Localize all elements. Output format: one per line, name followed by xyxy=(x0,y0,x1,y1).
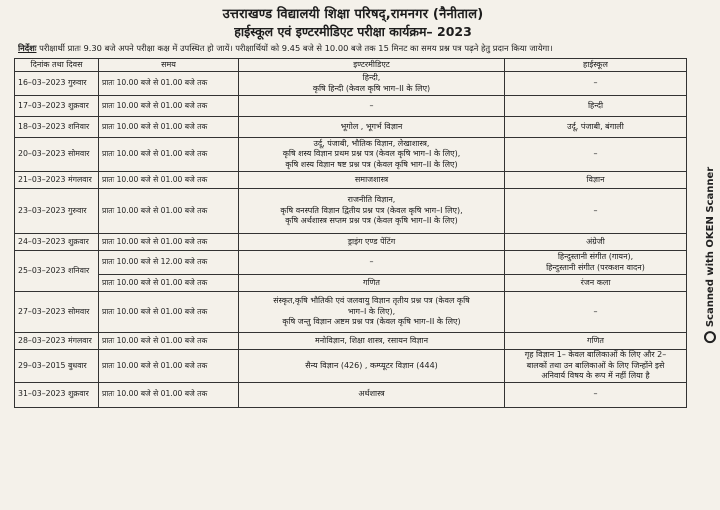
table-row xyxy=(15,234,687,251)
exam-date-day: 25–03–2023 शनिवार xyxy=(15,251,99,292)
highschool-subjects: विज्ञान xyxy=(505,172,687,189)
highschool-subjects: – xyxy=(505,138,687,172)
exam-time: प्रातः 10.00 बजे से 01.00 बजे तक xyxy=(99,350,239,383)
exam-time: प्रातः 10.00 बजे से 01.00 बजे तक xyxy=(99,292,239,333)
exam-date-day: 18–03–2023 शनिवार xyxy=(15,117,99,138)
table-row xyxy=(15,350,687,383)
highschool-subjects: गृह विज्ञान 1– केवल बालिकाओं के लिए और 2– बालकों तथा उन बालिकाओं के लिए जिन्होंने इसे अनिवार्य विषय के रूप में नहीं लिया है xyxy=(505,350,687,383)
intermediate-subjects: ड्राइंग एण्ड पेंटिंग xyxy=(239,234,505,251)
exam-time: प्रातः 10.00 बजे से 01.00 बजे तक xyxy=(99,234,239,251)
instruction-text: परीक्षार्थी प्रातः 9.30 बजे अपने परीक्षा कक्ष में उपस्थित हो जायें। परीक्षार्थियों को 9.45 बजे से 10.00 बजे तक 15 मिनट का समय प्रश्न पत्र पढ़ने हेतु प्रदान किया जायेगा। xyxy=(39,43,553,53)
scanner-watermark-text: Scanned with OKEN Scanner xyxy=(705,166,716,328)
highschool-subjects: गणित xyxy=(505,333,687,350)
highschool-subjects: अंग्रेजी xyxy=(505,234,687,251)
intermediate-subjects: भूगोल , भूगर्भ विज्ञान xyxy=(239,117,505,138)
exam-date-day: 24–03–2023 शुक्रवार xyxy=(15,234,99,251)
exam-time: प्रातः 10.00 बजे से 01.00 बजे तक xyxy=(99,172,239,189)
exam-date-day: 16–03–2023 गुरुवार xyxy=(15,72,99,96)
highschool-subjects: – xyxy=(505,189,687,234)
table-header-row xyxy=(15,59,687,72)
exam-time: प्रातः 10.00 बजे से 01.00 बजे तक xyxy=(99,189,239,234)
table-row xyxy=(15,96,687,117)
highschool-subjects: – xyxy=(505,292,687,333)
exam-date-day: 20–03–2023 सोमवार xyxy=(15,138,99,172)
exam-schedule-document xyxy=(14,6,692,506)
header-intermediate: इण्टरमीडिएट xyxy=(239,59,505,72)
instruction-note xyxy=(18,42,692,54)
intermediate-subjects: हिन्दी, कृषि हिन्दी (केवल कृषि भाग–II के लिए) xyxy=(239,72,505,96)
highschool-subjects: रंजन कला xyxy=(505,275,687,292)
schedule-title: हाईस्कूल एवं इण्टरमीडिएट परीक्षा कार्यक्रम– 2023 xyxy=(234,24,472,39)
intermediate-subjects: सैन्य विज्ञान (426) , कम्प्यूटर विज्ञान (444) xyxy=(239,350,505,383)
highschool-subjects: हिन्दुस्तानी संगीत (गायन), हिन्दुस्तानी संगीत (परकशन वादन) xyxy=(505,251,687,275)
schedule-table xyxy=(14,58,687,408)
exam-date-day: 28–03–2023 मंगलवार xyxy=(15,333,99,350)
exam-time: प्रातः 10.00 बजे से 01.00 बजे तक xyxy=(99,138,239,172)
table-row xyxy=(15,172,687,189)
table-row xyxy=(15,382,687,407)
exam-date-day: 17–03–2023 शुक्रवार xyxy=(15,96,99,117)
scanner-watermark xyxy=(702,20,718,490)
intermediate-subjects: अर्थशास्त्र xyxy=(239,382,505,407)
scanner-logo-icon xyxy=(704,331,716,343)
exam-time: प्रातः 10.00 बजे से 01.00 बजे तक xyxy=(99,117,239,138)
intermediate-subjects: संस्कृत,कृषि भौतिकी एवं जलवायु विज्ञान तृतीय प्रश्न पत्र (केवल कृषि भाग–I के लिए), कृषि जन्तु विज्ञान अष्टम प्रश्न पत्र (केवल कृषि भाग–II के लिए) xyxy=(239,292,505,333)
table-row xyxy=(15,333,687,350)
board-title: उत्तराखण्ड विद्यालयी शिक्षा परिषद्,रामनगर (नैनीताल) xyxy=(222,7,484,22)
exam-date-day: 27–03–2023 सोमवार xyxy=(15,292,99,333)
intermediate-subjects: – xyxy=(239,96,505,117)
header-date: दिनांक तथा दिवस xyxy=(15,59,99,72)
table-row xyxy=(15,117,687,138)
exam-date-day: 23–03–2023 गुरुवार xyxy=(15,189,99,234)
highschool-subjects: – xyxy=(505,72,687,96)
intermediate-subjects: समाजशास्त्र xyxy=(239,172,505,189)
exam-time: प्रातः 10.00 बजे से 01.00 बजे तक xyxy=(99,333,239,350)
exam-date-day: 31–03–2023 शुक्रवार xyxy=(15,382,99,407)
highschool-subjects: हिन्दी xyxy=(505,96,687,117)
exam-time: प्रातः 10.00 बजे से 01.00 बजे तक xyxy=(99,275,239,292)
intermediate-subjects: गणित xyxy=(239,275,505,292)
intermediate-subjects: राजनीति विज्ञान, कृषि वनस्पति विज्ञान द्वितीय प्रश्न पत्र (केवल कृषि भाग–I लिए), कृषि अर्थशास्त्र सप्तम प्रश्न पत्र (केवल कृषि भाग–II के लिए) xyxy=(239,189,505,234)
table-row xyxy=(15,189,687,234)
highschool-subjects: – xyxy=(505,382,687,407)
table-row xyxy=(15,138,687,172)
table-row xyxy=(15,275,687,292)
instruction-label: निर्देशः xyxy=(18,43,37,53)
highschool-subjects: उर्दू, पंजाबी, बंगाली xyxy=(505,117,687,138)
table-row xyxy=(15,251,687,275)
intermediate-subjects: मनोविज्ञान, शिक्षा शास्त्र, रसायन विज्ञान xyxy=(239,333,505,350)
header-time: समय xyxy=(99,59,239,72)
intermediate-subjects: उर्दू, पंजाबी, भौतिक विज्ञान, लेखाशास्त्र, कृषि शस्य विज्ञान प्रथम प्रश्न पत्र (केवल कृषि भाग–I के लिए), कृषि शस्य विज्ञान षष्ट प्रश्न पत्र (केवल कृषि भाग–II के लिए) xyxy=(239,138,505,172)
exam-date-day: 21–03–2023 मंगलवार xyxy=(15,172,99,189)
table-row xyxy=(15,72,687,96)
exam-time: प्रातः 10.00 बजे से 01.00 बजे तक xyxy=(99,96,239,117)
intermediate-subjects: – xyxy=(239,251,505,275)
header-highschool: हाईस्कूल xyxy=(505,59,687,72)
exam-time: प्रातः 10.00 बजे से 01.00 बजे तक xyxy=(99,382,239,407)
exam-time: प्रातः 10.00 बजे से 12.00 बजे तक xyxy=(99,251,239,275)
exam-date-day: 29–03–2015 बुधवार xyxy=(15,350,99,383)
exam-time: प्रातः 10.00 बजे से 01.00 बजे तक xyxy=(99,72,239,96)
table-row xyxy=(15,292,687,333)
